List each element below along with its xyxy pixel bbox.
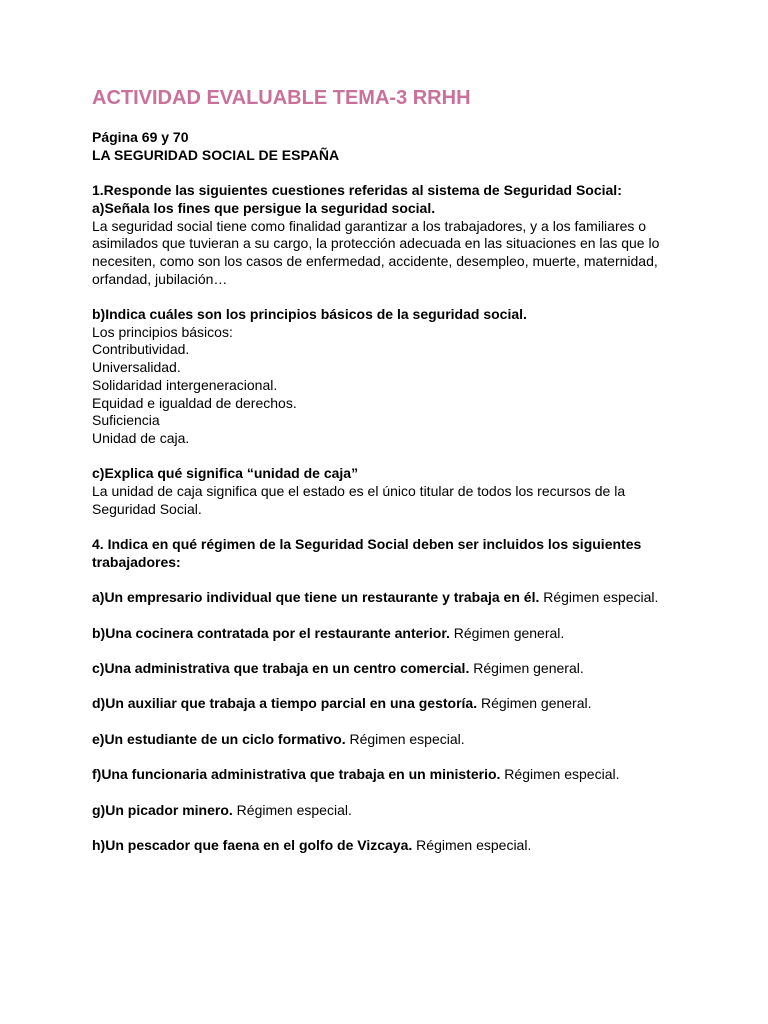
question-1a: a)Señala los fines que persigue la seguridad social. (92, 199, 436, 216)
answer-1b-intro: Los principios básicos: (92, 323, 233, 340)
page-reference: Página 69 y 70 (92, 129, 189, 145)
question-4-heading: trabajadores: (92, 553, 181, 570)
regime-item (92, 589, 676, 607)
spacer (92, 748, 676, 766)
question-4-heading: 4. Indica en qué régimen de la Seguridad Social deben ser incluidos los siguientes (92, 536, 642, 553)
regime-question: c)Una administrativa que trabaja en un centro comercial. (92, 659, 470, 676)
principle-item: Unidad de caja. (92, 429, 190, 446)
principle-item: Contributividad. (92, 341, 190, 358)
regime-item (92, 766, 676, 784)
answer-1c-line: La unidad de caja significa que el estado es el único titular de todos los recursos de la (92, 483, 626, 500)
document-title: ACTIVIDAD EVALUABLE TEMA-3 RRHH (92, 87, 471, 109)
question-4-section (92, 536, 676, 855)
document-subtitle: LA SEGURIDAD SOCIAL DE ESPAÑA (92, 146, 340, 163)
spacer (92, 288, 676, 306)
regime-question: f)Una funcionaria administrativa que trabaja en un ministerio. (92, 766, 501, 783)
principle-item: Suficiencia (92, 412, 160, 429)
spacer (92, 607, 676, 625)
spacer (92, 819, 676, 837)
answer-1a-line: necesiten, como son los casos de enfermedad, accidente, desempleo, muerte, maternidad, (92, 252, 658, 269)
spacer (92, 784, 676, 802)
regime-question: h)Un pescador que faena en el golfo de Vizcaya. (92, 836, 413, 853)
regime-item (92, 802, 676, 820)
principle-item: Equidad e igualdad de derechos. (92, 394, 297, 411)
answer-1a-line: asimilados que tuvieran a su cargo, la protección adecuada en las situaciones en las que lo (92, 235, 660, 252)
question-1c: c)Explica qué significa “unidad de caja” (92, 465, 359, 482)
regime-answer: Régimen especial. (412, 836, 532, 853)
answer-1a-line: La seguridad social tiene como finalidad garantizar a los trabajadores, y a los familiares o (92, 217, 647, 234)
regime-answer: Régimen especial. (500, 766, 620, 783)
spacer (92, 642, 676, 660)
question-1-section (92, 182, 676, 536)
spacer (92, 713, 676, 731)
spacer (92, 448, 676, 466)
regime-question: g)Un picador minero. (92, 801, 233, 818)
regime-answer: Régimen general. (449, 624, 565, 641)
question-1-heading: 1.Responde las siguientes cuestiones referidas al sistema de Seguridad Social: (92, 182, 622, 199)
regime-answer: Régimen general. (469, 659, 584, 676)
spacer (92, 164, 676, 182)
spacer (92, 678, 676, 696)
regime-answer: Régimen general. (477, 695, 592, 712)
regime-item (92, 695, 676, 713)
regime-item (92, 625, 676, 643)
regime-answer: Régimen especial. (345, 730, 465, 747)
regime-question: d)Un auxiliar que trabaja a tiempo parcial en una gestoría. (92, 695, 478, 712)
principle-item: Solidaridad intergeneracional. (92, 376, 278, 393)
regime-question: e)Un estudiante de un ciclo formativo. (92, 730, 346, 747)
regime-answer: Régimen especial. (232, 801, 352, 818)
regime-item (92, 660, 676, 678)
answer-1a-line: orfandad, jubilación… (92, 270, 228, 287)
regime-answer: Régimen especial. (539, 589, 659, 606)
regime-item (92, 731, 676, 749)
question-1b: b)Indica cuáles son los principios básicos de la seguridad social. (92, 306, 527, 322)
regime-item (92, 837, 676, 855)
regime-question: b)Una cocinera contratada por el restaurante anterior. (92, 624, 450, 641)
regime-question: a)Un empresario individual que tiene un restaurante y trabaja en él. (92, 589, 540, 606)
answer-1c-line: Seguridad Social. (92, 500, 202, 517)
principle-item: Universalidad. (92, 359, 181, 376)
spacer (92, 518, 676, 536)
spacer (92, 572, 676, 590)
